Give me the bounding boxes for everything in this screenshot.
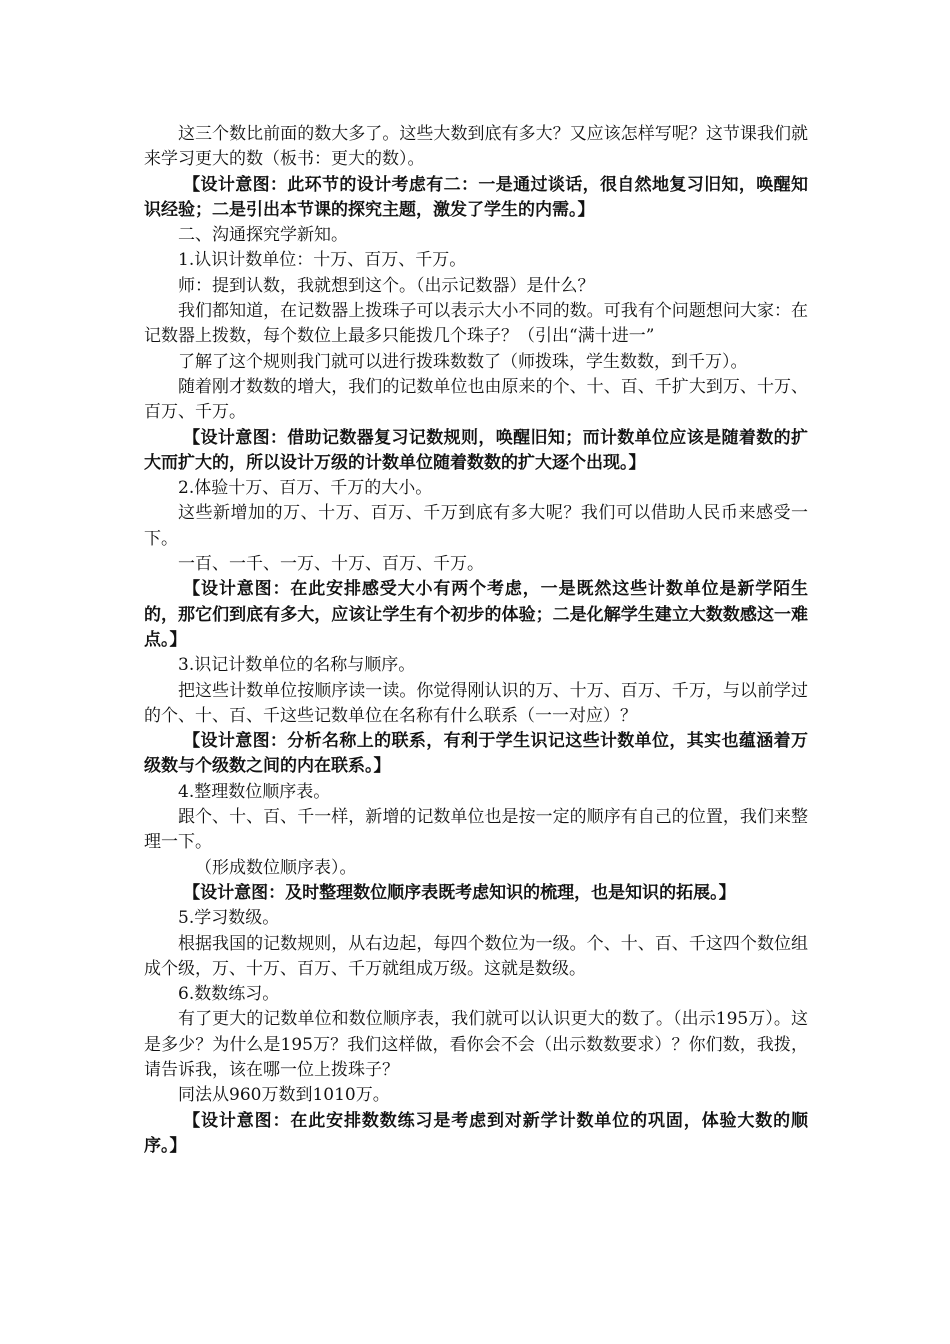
- subsection-heading: 6.数数练习。: [178, 984, 280, 1005]
- paragraph: 有了更大的记数单位和数位顺序表，我们就可以认识更大的数了。（出示195万）。这是多少？为什么是195万？我们这样做，看你会不会（出示数数要求）？你们数，我拨，请告诉我，该在哪一位上拨珠子？: [144, 1009, 808, 1080]
- paragraph: 了解了这个规则我门就可以进行拨珠数数了（师拨珠，学生数数，到千万）。: [178, 351, 748, 372]
- design-intent-note: 【设计意图：此环节的设计考虑有二：一是通过谈话，很自然地复习旧知，唤醒知识经验；二是引出本节课的探究主题，激发了学生的内需。】: [144, 174, 808, 220]
- subsection-heading: 2.体验十万、百万、千万的大小。: [178, 478, 433, 499]
- paragraph: 一百、一千、一万、十万、百万、千万。: [178, 554, 484, 575]
- paragraph: 师：提到认数，我就想到这个。（出示记数器）是什么？: [178, 275, 595, 296]
- section-heading: 二、沟通探究学新知。: [178, 225, 348, 246]
- paragraph: 把这些计数单位按顺序读一读。你觉得刚认识的万、十万、百万、千万，与以前学过的个、十、百、千这些记数单位在名称有什么联系（一一对应）？: [144, 680, 808, 726]
- paragraph: 随着刚才数数的增大，我们的记数单位也由原来的个、十、百、千扩大到万、十万、百万、千万。: [144, 376, 808, 423]
- paragraph: （形成数位顺序表）。: [195, 857, 357, 878]
- design-intent-note: 【设计意图：及时整理数位顺序表既考虑知识的梳理，也是知识的拓展。】: [183, 882, 736, 903]
- paragraph: 这些新增加的万、十万、百万、千万到底有多大呢？我们可以借助人民币来感受一下。: [144, 503, 808, 549]
- paragraph: 同法从960万数到1010万。: [178, 1085, 390, 1106]
- paragraph: 我们都知道，在记数器上拨珠子可以表示大小不同的数。可我有个问题想问大家：在记数器上拨数，每个数位上最多只能拨几个珠子？（引出“满十进一”: [144, 301, 808, 347]
- paragraph: 这三个数比前面的数大多了。这些大数到底有多大？又应该怎样写呢？这节课我们就来学习更大的数（板书：更大的数）。: [144, 124, 808, 170]
- document-page: [144, 122, 808, 1159]
- paragraph: 跟个、十、百、千一样，新增的记数单位也是按一定的顺序有自己的位置，我们来整理一下。: [144, 807, 808, 853]
- design-intent-note: 【设计意图：分析名称上的联系，有利于学生识记这些计数单位，其实也蕴涵着万级数与个级数之间的内在联系。】: [144, 731, 808, 777]
- subsection-heading: 5.学习数级。: [178, 908, 280, 929]
- paragraph: 根据我国的记数规则，从右边起，每四个数位为一级。个、十、百、千这四个数位组成个级，万、十万、百万、千万就组成万级。这就是数级。: [144, 933, 808, 979]
- design-intent-note: 【设计意图：在此安排数数练习是考虑到对新学计数单位的巩固，体验大数的顺序。】: [144, 1110, 808, 1156]
- subsection-heading: 1.认识计数单位：十万、百万、千万。: [178, 250, 467, 271]
- subsection-heading: 3.识记计数单位的名称与顺序。: [178, 655, 416, 676]
- design-intent-note: 【设计意图：在此安排感受大小有两个考虑，一是既然这些计数单位是新学陌生的，那它们到底有多大，应该让学生有个初步的体验；二是化解学生建立大数数感这一难点。】: [144, 579, 808, 650]
- design-intent-note: 【设计意图：借助记数器复习记数规则，唤醒旧知；而计数单位应该是随着数的扩大而扩大的，所以设计万级的计数单位随着数数的扩大逐个出现。】: [144, 427, 808, 473]
- subsection-heading: 4.整理数位顺序表。: [178, 781, 331, 802]
